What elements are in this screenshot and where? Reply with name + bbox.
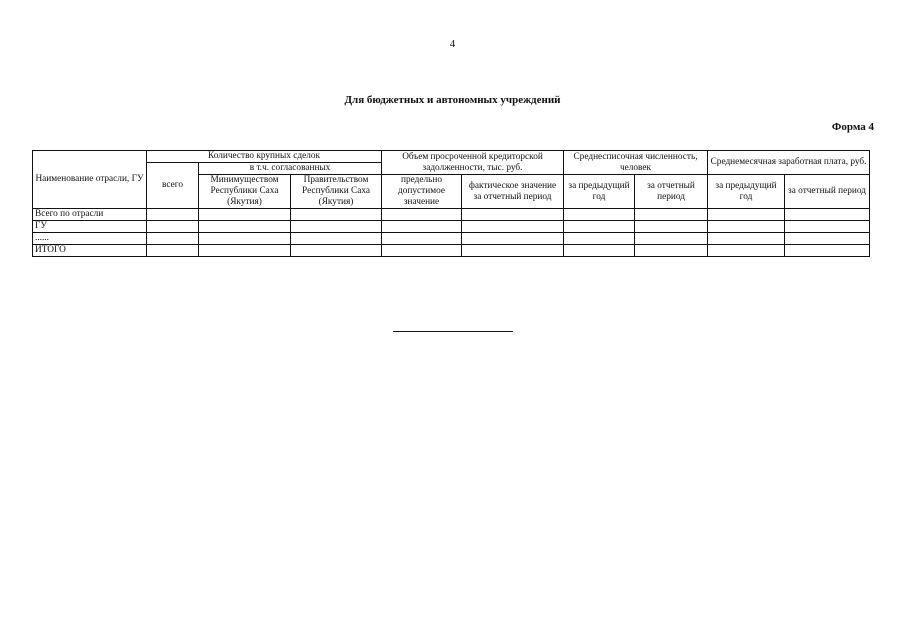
header-name-column: Наименование отрасли, ГУ <box>33 151 147 209</box>
table-cell[interactable] <box>708 233 785 245</box>
table-cell[interactable] <box>199 221 291 233</box>
table-cell[interactable] <box>785 233 870 245</box>
header-deals-group: Количество крупных сделок <box>147 151 382 163</box>
row-label: ГУ <box>33 221 147 233</box>
row-label: ...... <box>33 233 147 245</box>
page-number: 4 <box>449 38 456 50</box>
table-cell[interactable] <box>291 233 382 245</box>
table-cell[interactable] <box>382 221 462 233</box>
header-salary-group: Среднемесячная заработная плата, руб. <box>708 151 870 175</box>
table-cell[interactable] <box>291 245 382 257</box>
table-cell[interactable] <box>199 233 291 245</box>
table-cell[interactable] <box>291 209 382 221</box>
header-headcount-current: за отчетный период <box>635 175 708 209</box>
header-headcount-prev: за предыдущий год <box>564 175 635 209</box>
table-cell[interactable] <box>635 233 708 245</box>
table-cell[interactable] <box>708 221 785 233</box>
table-cell[interactable] <box>785 245 870 257</box>
table-row <box>33 245 870 257</box>
table-cell[interactable] <box>147 221 199 233</box>
table-cell[interactable] <box>199 245 291 257</box>
row-label: Всего по отрасли <box>33 209 147 221</box>
table-cell[interactable] <box>708 209 785 221</box>
table-cell[interactable] <box>382 245 462 257</box>
header-deals-agreed: в т.ч. согласованных <box>199 163 382 175</box>
table-cell[interactable] <box>785 221 870 233</box>
table-cell[interactable] <box>564 209 635 221</box>
table-cell[interactable] <box>147 233 199 245</box>
table-cell[interactable] <box>147 209 199 221</box>
separator-line <box>393 331 513 332</box>
table-cell[interactable] <box>708 245 785 257</box>
table-cell[interactable] <box>382 233 462 245</box>
header-debt-actual: фактическое значение за отчетный период <box>462 175 564 209</box>
document-title: Для бюджетных и автономных учреждений <box>344 94 561 106</box>
table-cell[interactable] <box>291 221 382 233</box>
table-cell[interactable] <box>635 221 708 233</box>
header-debt-group: Объем просроченной кредиторской задолженности, тыс. руб. <box>382 151 564 175</box>
table-row <box>33 233 870 245</box>
table-cell[interactable] <box>462 233 564 245</box>
report-table <box>32 150 870 257</box>
table-row <box>33 221 870 233</box>
header-agreed-ministry: Минимуществом Республики Саха (Якутия) <box>199 175 291 209</box>
table-cell[interactable] <box>382 209 462 221</box>
table-cell[interactable] <box>564 221 635 233</box>
header-headcount-group: Среднесписочная численность, человек <box>564 151 708 175</box>
header-deals-total: всего <box>147 163 199 209</box>
form-label: Форма 4 <box>831 121 874 133</box>
table-cell[interactable] <box>635 209 708 221</box>
table-cell[interactable] <box>462 209 564 221</box>
table-cell[interactable] <box>564 245 635 257</box>
table-row <box>33 209 870 221</box>
header-salary-current: за отчетный период <box>785 175 870 209</box>
table-cell[interactable] <box>635 245 708 257</box>
row-label: ИТОГО <box>33 245 147 257</box>
table-cell[interactable] <box>785 209 870 221</box>
table-cell[interactable] <box>462 245 564 257</box>
table-cell[interactable] <box>462 221 564 233</box>
table-cell[interactable] <box>564 233 635 245</box>
table-cell[interactable] <box>147 245 199 257</box>
header-agreed-government: Правительством Республики Саха (Якутия) <box>291 175 382 209</box>
header-debt-allowed: предельно допустимое значение <box>382 175 462 209</box>
header-salary-prev: за предыдущий год <box>708 175 785 209</box>
header-row-1 <box>33 151 870 163</box>
table-cell[interactable] <box>199 209 291 221</box>
